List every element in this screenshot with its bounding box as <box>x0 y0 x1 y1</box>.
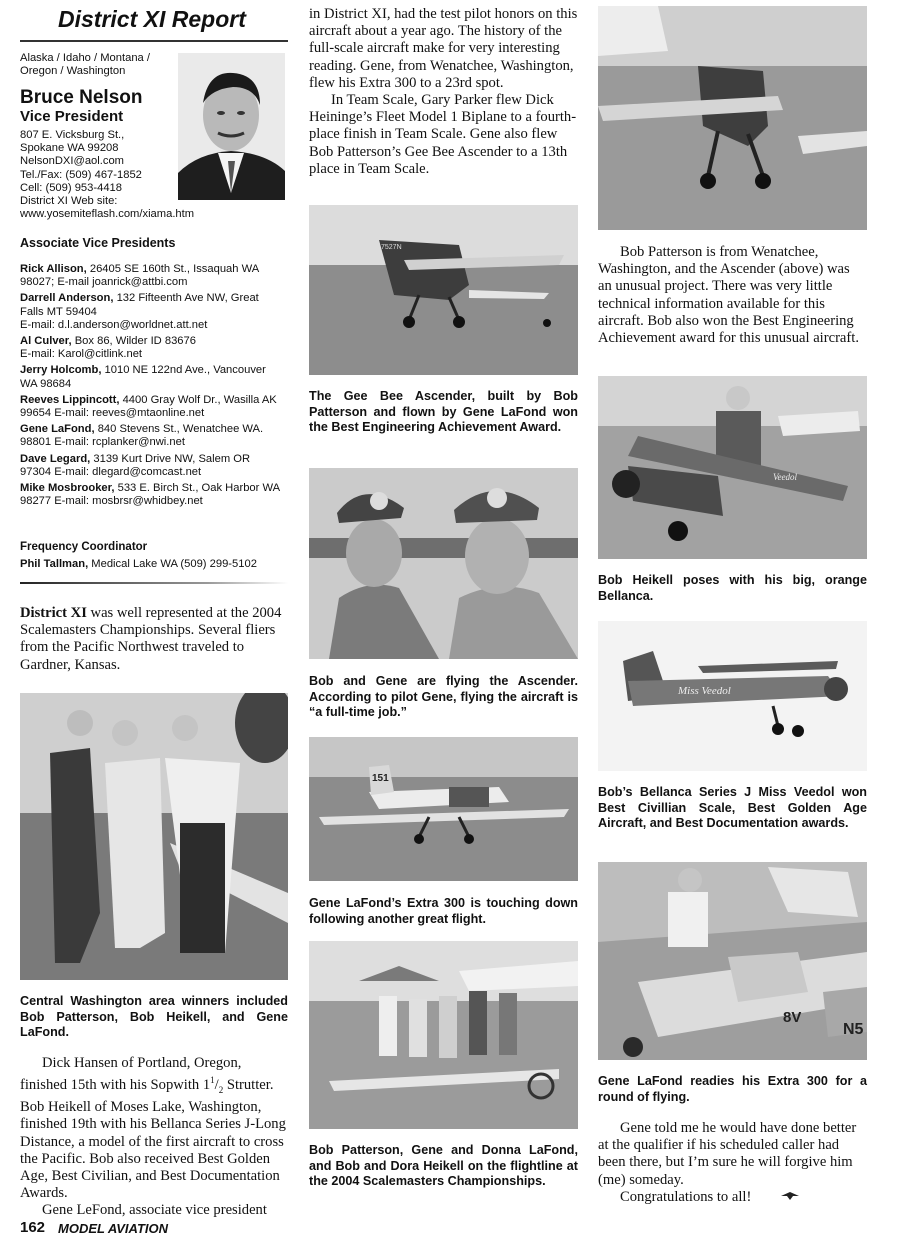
extra-tail-number: 151 <box>372 773 389 784</box>
ascender-registration: 7527N <box>381 244 402 251</box>
vp-web-label: District XI Web site: <box>20 195 118 208</box>
associate-details: 840 Stevens St., Wenatchee WA. 98801 E-mail: rcplanker@nwi.net <box>20 423 264 449</box>
associate-entry <box>20 335 282 361</box>
associate-details: Box 86, Wilder ID 83676 <box>71 335 196 348</box>
frequency-coordinator <box>20 558 285 571</box>
associates-heading: Associate Vice Presidents <box>20 236 176 250</box>
associate-name: Mike Mosbrooker, <box>20 482 115 495</box>
associate-details: 3139 Kurt Drive NW, Salem OR 97304 E-mail: dlegard@comcast.net <box>20 452 251 478</box>
lead-paragraph <box>20 605 288 674</box>
caption-flightline: Bob Patterson, Gene and Donna LaFond, and Bob and Dora Heikell on the flightline at the 2004 Scalemasters Championships. <box>309 1143 578 1188</box>
vp-title: Vice President <box>20 108 124 125</box>
associate-email[interactable]: E-mail: Karol@citlink.net <box>20 348 143 361</box>
extra-tail-number-2: N5 <box>843 1021 864 1038</box>
report-title <box>20 4 288 42</box>
lead-bold: District XI <box>20 605 87 621</box>
associate-details: 132 Fifteenth Ave NW, Great Falls MT 59404 <box>20 292 259 318</box>
vp-address-1: 807 E. Vicksburg St., <box>20 129 125 141</box>
fraction-numerator: 1 <box>210 1075 215 1086</box>
associate-name: Reeves Lippincott, <box>20 393 120 406</box>
associate-name: Darrell Anderson, <box>20 292 114 305</box>
associate-entry <box>20 453 282 479</box>
flightline-photo <box>309 941 578 1129</box>
vp-email[interactable]: NelsonDXI@aol.com <box>20 155 125 168</box>
associate-details: 1010 NE 122nd Ave., Vancouver WA 98684 <box>20 364 266 390</box>
heikell-bellanca-photo <box>598 376 867 559</box>
associate-name: Jerry Holcomb, <box>20 364 102 377</box>
extra-registration: 8V <box>783 1009 802 1026</box>
associate-entry <box>20 423 282 449</box>
bellanca-nameplate: Miss Veedol <box>678 685 731 697</box>
frequency-heading: Frequency Coordinator <box>20 541 148 553</box>
ascender-ground-photo <box>598 6 867 230</box>
associate-name: Rick Allison, <box>20 263 87 275</box>
ama-logo-icon <box>759 1189 799 1206</box>
region-list: Alaska / Idaho / Montana / Oregon / Washington <box>20 52 150 78</box>
bellanca-flight-photo <box>598 621 867 771</box>
associate-entry <box>20 394 282 420</box>
heikell-plane-name: Veedol <box>773 472 797 482</box>
caption-winners: Central Washington area winners included Bob Patterson, Bob Heikell, and Gene LaFond. <box>20 994 288 1039</box>
associate-details: 26405 SE 160th St., Issaquah WA 98027; E-mail joanrick@attbi.com <box>20 263 259 289</box>
vp-web-url[interactable]: www.yosemiteflash.com/xiama.htm <box>20 208 195 221</box>
associate-entry <box>20 364 282 390</box>
frequency-name: Phil Tallman, <box>20 558 89 570</box>
col2-top: in District XI, had the test pilot honors on this aircraft about a year ago. The history of the full-scale aircraft make for very interesting reading. Gene, from Wenatchee, Washington, flew his Extra 300 to a 23rd spot. <box>309 6 578 91</box>
frequency-details: Medical Lake WA (509) 299-5102 <box>88 558 257 570</box>
fraction-denominator: 2 <box>218 1084 224 1095</box>
caption-extra-touchdown: Gene LaFond’s Extra 300 is touching down following another great flight. <box>309 896 578 926</box>
magazine-name: MODEL AVIATION <box>58 1221 169 1236</box>
vp-name: Bruce Nelson <box>20 87 143 108</box>
associates-list <box>20 263 282 511</box>
associate-entry <box>20 292 282 332</box>
associate-name: Gene LaFond, <box>20 423 95 436</box>
para-dick: Dick Hansen of Portland, Oregon, finished 15th with his Sopwith 1 <box>20 1055 242 1094</box>
col3-congrats: Congratulations to all! <box>620 1188 752 1205</box>
associate-details: 4400 Gray Wolf Dr., Wasilla AK 99654 E-mail: reeves@mtaonline.net <box>20 393 277 420</box>
associate-email[interactable]: E-mail: d.l.anderson@worldnet.att.net <box>20 318 208 331</box>
associate-name: Al Culver, <box>20 335 72 348</box>
report-title-text: District XI Report <box>58 6 246 32</box>
caption-gene-readies: Gene LaFond readies his Extra 300 for a round of flying. <box>598 1074 867 1104</box>
associate-name: Dave Legard, <box>20 452 91 465</box>
body-column-2 <box>309 6 578 178</box>
winners-photo <box>20 693 288 980</box>
gene-extra-photo <box>598 862 867 1060</box>
vp-cell: Cell: (509) 953-4418 <box>20 181 122 194</box>
body-column-3-end <box>598 1120 867 1206</box>
associate-entry <box>20 263 282 289</box>
page-number: 162 <box>20 1219 46 1236</box>
sidebar-divider <box>20 582 288 584</box>
lead-text: was well represented at the 2004 Scalemasters Championships. Several fliers from the Pacific Northwest traveled to Gardner, Kansas. <box>20 605 282 673</box>
caption-heikell: Bob Heikell poses with his big, orange Bellanca. <box>598 573 867 603</box>
vp-telfax: Tel./Fax: (509) 467-1852 <box>20 168 142 181</box>
col2-team-scale: In Team Scale, Gary Parker flew Dick Heininge’s Fleet Model 1 Biplane to a fourth-place finish in Team Scale. Gene also flew Bob Patterson’s Gee Bee Ascender to a 13th place in Team Scale. <box>309 92 577 177</box>
caption-bellanca: Bob’s Bellanca Series J Miss Veedol won Best Civillian Scale, Best Golden Age Aircraft, and Best Documentation awards. <box>598 785 867 830</box>
bob-gene-photo <box>309 468 578 659</box>
body-column-3-top <box>598 244 867 347</box>
caption-bob-gene: Bob and Gene are flying the Ascender. According to pilot Gene, flying the aircraft is “a full-time job.” <box>309 674 578 719</box>
extra-touchdown-photo <box>309 737 578 881</box>
body-column-1: Dick Hansen of Portland, Oregon, finished 15th with his Sopwith $1^1/_2$ Strutter. Bob Heikell of Moses Lake, Washington, finished 19th with his Bellanca Series J-Long Distance, a model of the first aircraft to cross the Pacific. Bob also received Best Golden Age, Best Civilian, and Best Documentation Awards. Gene LeFond, associate vice president <box>20 1055 286 1219</box>
vp-portrait-photo <box>178 53 285 200</box>
ascender-photo <box>309 205 578 375</box>
associate-details: 533 E. Birch St., Oak Harbor WA 98277 E-mail: mosbrsr@whidbey.net <box>20 482 280 508</box>
col3-bob-patterson: Bob Patterson is from Wenatchee, Washington, and the Ascender (above) was an unusual project. There was very little technical information available for this aircraft. Bob also won the Best Engineering Achievement award for this unusual aircraft. <box>598 244 859 347</box>
caption-ascender: The Gee Bee Ascender, built by Bob Patterson and flown by Gene LaFond won the Best Engineering Achievement Award. <box>309 389 578 434</box>
para-gene-start: Gene LeFond, associate vice president <box>42 1202 267 1219</box>
associate-entry <box>20 482 282 508</box>
col3-closing: Gene told me he would have done better at the qualifier if his scheduled caller had been there, but I’m sure he will forgive him (me) someday. <box>598 1120 857 1188</box>
para-dick-rest: Strutter. Bob Heikell of Moses Lake, Washington, finished 19th with his Bellanca Series J-Long Distance, a model of the first aircraft to cross the Pacific. Bob also received Best Golden Age, Best Civilian, and Best Documentation Awards. <box>20 1077 286 1202</box>
vp-address-2: Spokane WA 99208 <box>20 142 119 155</box>
